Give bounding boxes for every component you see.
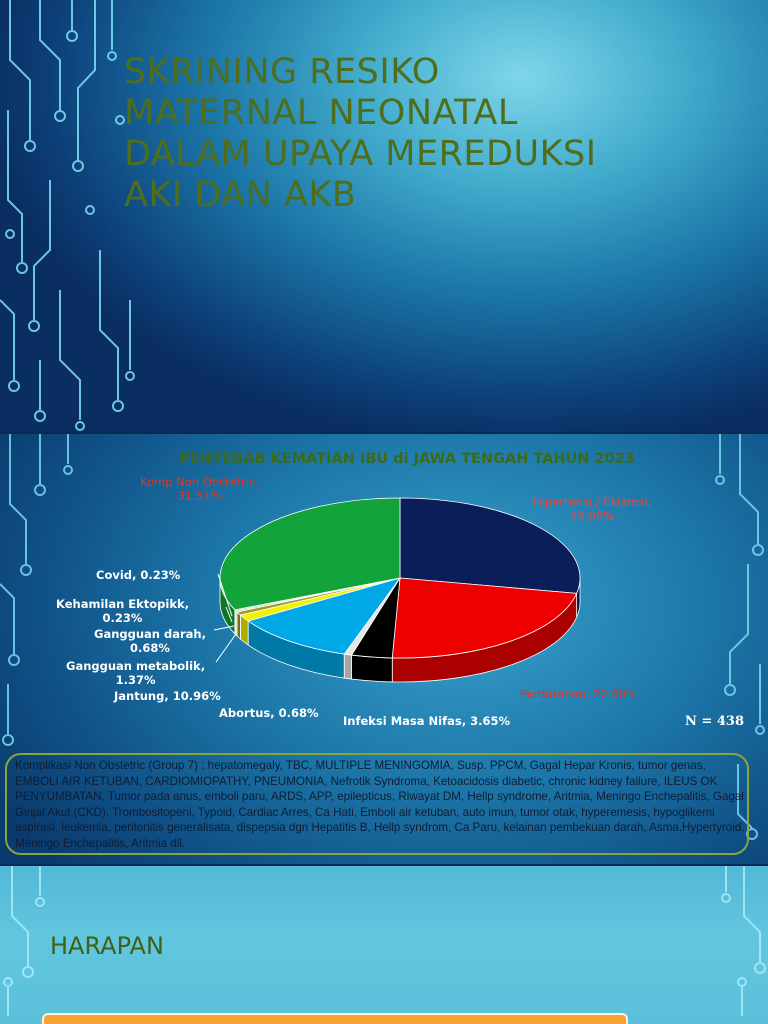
highlight-box [42, 1013, 628, 1024]
chart-slide [0, 434, 768, 864]
label-gangguan-darah [94, 627, 206, 655]
label-abortus: Abortus, 0.68% [219, 706, 319, 720]
title-line: MATERNAL NEONATAL [124, 93, 518, 133]
section-heading: HARAPAN [50, 932, 164, 960]
label-value: 0.23% [102, 611, 143, 625]
note-text: Komplikasi Non Obstetric (Group 7) : hepatomegaly, TBC, MULTIPLE MENINGOMIA, Susp. PPCM, Gagal Hepar Kronis, tumor genas, EMBOLI AIR KETUBAN, CARDIOMIOPATHY, PNEUMONIA, Nefrotik Syndroma, Ketoacidosis diabetic, chronic kidney failure, ILEUS OK PENYUMBATAN, Tumor pada anus, emboli paru, ARDS, APP, epilepticus, Riwayat DM, Hellp syndrome, Aritmia, Meningo Enchepalitis, Gagal Ginjal Akut (CKD), Trombositopeni, Typoid, Cardiac Arres, Ca Hati, Emboli air ketuban, auto imun, tumor otak, hyperemesis, hypoglikemi aspirasi, leukemia, peritonitis generalisata, dispepsia dgn Hepatitis B, Hellp syndrom, Ca Paru, kelainan pembekuan darah, Asma,Hypertyroid, Meningo Enchepalitis, Aritmia dll. [15, 759, 745, 850]
title-slide [0, 0, 768, 432]
label-text: Gangguan darah, [94, 627, 206, 641]
label-hipertensi [533, 495, 651, 523]
pie-slice-side-abortus [344, 654, 351, 679]
chart-title: PENYEBAB KEMATIAN IBU di JAWA TENGAH TAHUN 2023 [179, 451, 635, 467]
leader-line [216, 634, 236, 662]
label-value: 28.08% [570, 509, 615, 523]
label-value: 31.51% [177, 489, 222, 503]
label-value: 1.37% [115, 673, 156, 687]
label-text: Gangguan metabolik, [66, 659, 206, 673]
title-line: DALAM UPAYA MEREDUKSI [124, 134, 597, 174]
note-box [5, 753, 749, 855]
label-kehamilan-ektopik [56, 597, 189, 625]
label-infeksi-masa-nifas: Infeksi Masa Nifas, 3.65% [343, 714, 510, 728]
label-text: Kehamilan Ektopikk, [56, 597, 190, 611]
label-jantung: Jantung, 10.96% [114, 689, 221, 703]
label-gangguan-metabolik [66, 659, 205, 687]
pie-slice-side-gangguan-darah [237, 612, 240, 639]
pie-slice-side-infeksi-masa-nifas [352, 655, 393, 682]
title-line: AKI DAN AKB [124, 175, 357, 215]
label-komp-non-obstetric [140, 475, 259, 503]
label-text: Hipertensi / Eklamsi, [533, 495, 652, 509]
sample-size-label: N = 438 [685, 714, 744, 729]
label-perdarahan: Perdarahan, 22.60% [520, 687, 638, 701]
harapan-slide [0, 866, 768, 1024]
label-text: Komp Non Obstetric, [140, 475, 260, 489]
label-covid: Covid, 0.23% [96, 568, 181, 582]
title-line: SKRINING RESIKO [124, 52, 440, 92]
slide-title [124, 52, 597, 216]
label-value: 0.68% [130, 641, 170, 655]
